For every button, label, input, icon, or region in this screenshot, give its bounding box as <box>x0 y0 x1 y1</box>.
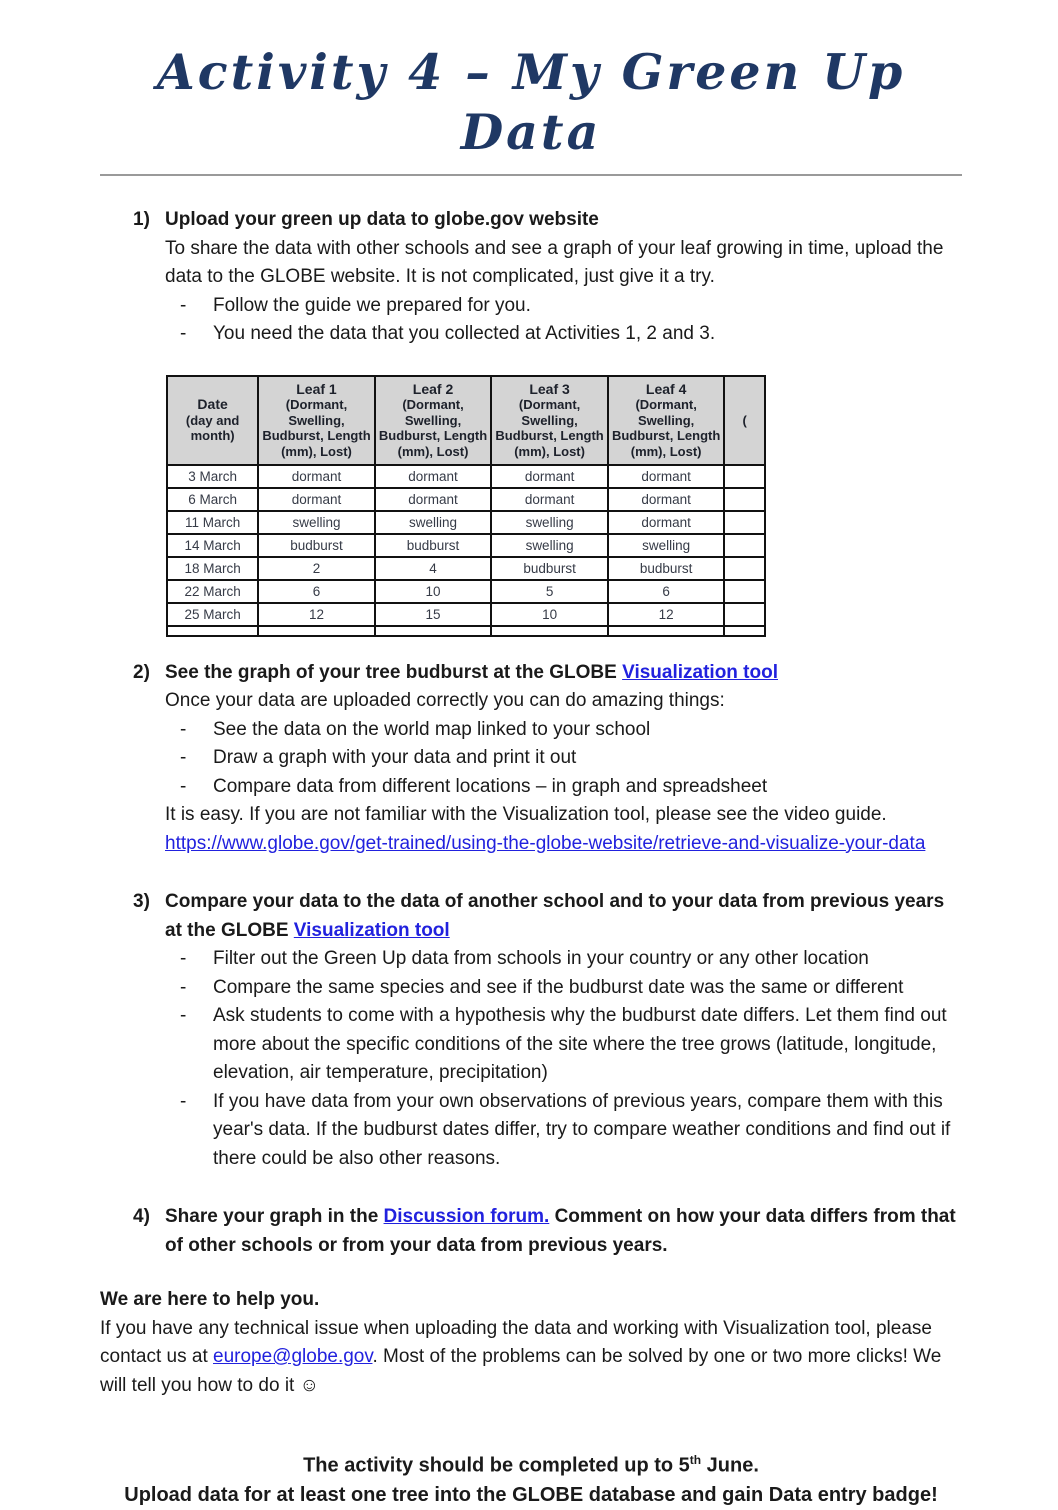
table-cell: budburst <box>375 534 492 557</box>
table-cell: dormant <box>258 465 375 488</box>
section-2-after: It is easy. If you are not familiar with the Visualization tool, please see the video guide. <box>165 804 887 825</box>
table-cell-partial <box>724 488 765 511</box>
table-cell: swelling <box>258 511 375 534</box>
table-row <box>167 557 765 580</box>
help-heading: We are here to help you. <box>100 1289 320 1310</box>
column-header-date: Date (day and month) <box>167 376 258 466</box>
table-cell: dormant <box>608 465 725 488</box>
table-cell: dormant <box>258 488 375 511</box>
bullet-dash: - <box>180 976 187 998</box>
bullet-dash: - <box>180 1005 187 1026</box>
section-1-heading: Upload your green up data to globe.gov website <box>165 209 599 230</box>
section-3 <box>100 888 962 1173</box>
table-cell: 10 <box>375 580 492 603</box>
table-cell: dormant <box>608 511 725 534</box>
table-cell: 6 <box>258 580 375 603</box>
list-item <box>180 744 962 773</box>
section-3-heading: Compare your data to the data of another school and to your data from previous years at the GLOBE Visualization tool <box>165 891 945 941</box>
table-cell-partial <box>724 580 765 603</box>
table-cell: dormant <box>491 488 608 511</box>
section-2-number: 2) <box>133 661 150 683</box>
table-cell: budburst <box>258 534 375 557</box>
table-cell: 12 <box>258 603 375 626</box>
email-link[interactable]: europe@globe.gov <box>213 1346 373 1367</box>
table-row <box>167 465 765 488</box>
footer-note <box>100 1446 962 1510</box>
list-item <box>180 320 962 349</box>
table-cell: 18 March <box>167 557 258 580</box>
table-cell: 11 March <box>167 511 258 534</box>
greenup-data-table-clip <box>166 375 747 629</box>
table-cell: swelling <box>375 511 492 534</box>
table-cell: dormant <box>491 465 608 488</box>
table-cell <box>491 626 608 636</box>
ordinal-superscript: th <box>689 1453 702 1467</box>
list-item-text: Filter out the Green Up data from schools in your country or any other location <box>213 948 869 969</box>
column-header-leaf3: Leaf 3 (Dormant, Swelling, Budburst, Length (mm), Lost) <box>491 376 608 466</box>
list-item <box>180 1088 962 1174</box>
column-header-leaf1: Leaf 1 (Dormant, Swelling, Budburst, Length (mm), Lost) <box>258 376 375 466</box>
list-item-text: Compare data from different locations – in graph and spreadsheet <box>213 775 768 797</box>
table-cell: 22 March <box>167 580 258 603</box>
list-item <box>180 1002 962 1088</box>
table-cell: 12 <box>608 603 725 626</box>
table-cell: budburst <box>608 557 725 580</box>
table-header <box>167 376 765 466</box>
visualization-tool-link[interactable]: Visualization tool <box>293 919 450 941</box>
section-1-number: 1) <box>133 209 150 230</box>
page-title: Activity 4 – My Green Up Data <box>156 43 906 161</box>
table-cell: dormant <box>608 488 725 511</box>
bullet-dash: - <box>180 948 187 969</box>
list-item-text: Follow the guide we prepared for you. <box>213 294 531 316</box>
section-4-number: 4) <box>133 1206 150 1227</box>
table-cell: dormant <box>375 465 492 488</box>
table-cell: 15 <box>375 603 492 626</box>
table-cell: swelling <box>491 511 608 534</box>
table-cell <box>375 626 492 636</box>
table-row <box>167 603 765 626</box>
table-row <box>167 580 765 603</box>
table-cell: 6 <box>608 580 725 603</box>
discussion-forum-link[interactable]: Discussion forum. <box>383 1206 550 1227</box>
section-4-heading: Share your graph in the Discussion forum. Comment on how your data differs from that of other schools or from your data from previous years. <box>165 1206 956 1256</box>
table-cell: 2 <box>258 557 375 580</box>
list-item <box>180 716 962 745</box>
table-row-partial <box>167 626 765 636</box>
table-cell: dormant <box>375 488 492 511</box>
help-block <box>100 1286 962 1400</box>
table-cell: swelling <box>491 534 608 557</box>
greenup-data-table <box>166 375 766 638</box>
column-header-partial: ( <box>724 376 765 466</box>
table-body <box>167 465 765 636</box>
list-item <box>180 773 962 802</box>
bullet-dash: - <box>180 1090 187 1112</box>
table-row <box>167 488 765 511</box>
section-1 <box>100 206 962 349</box>
table-row <box>167 534 765 557</box>
table-row <box>167 511 765 534</box>
title-divider <box>100 174 962 176</box>
help-body: If you have any technical issue when uploading the data and working with Visualization tool, please contact us at europe@globe.gov. Most of the problems can be solved by one or two more clicks! We will tell you how to do it ☺ <box>100 1317 942 1396</box>
list-item-text: If you have data from your own observations of previous years, compare them with this year's data. If the budburst dates differ, try to compare weather conditions and find out if there could be also other reasons. <box>213 1090 951 1169</box>
section-2-body: Once your data are uploaded correctly you can do amazing things: <box>165 690 725 711</box>
section-3-number: 3) <box>133 891 150 912</box>
list-item-text: See the data on the world map linked to your school <box>213 718 651 740</box>
footer-line-2: Upload data for at least one tree into the GLOBE database and gain Data entry badge! <box>124 1483 938 1506</box>
visualization-tool-link[interactable]: Visualization tool <box>622 661 778 683</box>
list-item <box>180 292 962 321</box>
table-cell <box>608 626 725 636</box>
table-cell: budburst <box>491 557 608 580</box>
table-cell: 10 <box>491 603 608 626</box>
bullet-dash: - <box>180 718 187 740</box>
footer-line-1: The activity should be completed up to 5th June. <box>303 1453 759 1477</box>
section-1-body: To share the data with other schools and see a graph of your leaf growing in time, upload the data to the GLOBE website. It is not complicated, just give it a try. <box>165 237 944 287</box>
table-cell-partial <box>724 465 765 488</box>
table-cell: 6 March <box>167 488 258 511</box>
column-header-leaf4: Leaf 4 (Dormant, Swelling, Budburst, Length (mm), Lost) <box>608 376 725 466</box>
list-item-text: Draw a graph with your data and print it out <box>213 747 577 768</box>
table-cell: 25 March <box>167 603 258 626</box>
table-cell: 14 March <box>167 534 258 557</box>
section-2-url-wrap <box>165 830 962 859</box>
list-item-text: Compare the same species and see if the budburst date was the same or different <box>213 976 904 998</box>
column-header-leaf2: Leaf 2 (Dormant, Swelling, Budburst, Length (mm), Lost) <box>375 376 492 466</box>
section-2-heading: See the graph of your tree budburst at the GLOBE Visualization tool <box>165 661 778 683</box>
table-cell <box>724 626 765 636</box>
list-item-text: Ask students to come with a hypothesis why the budburst date differs. Let them find out more about the specific conditions of the site where the tree grows (latitude, longitude, elevation, air temperature, precipitation) <box>213 1005 947 1083</box>
list-item <box>180 974 962 1003</box>
list-item <box>180 945 962 974</box>
table-cell: 5 <box>491 580 608 603</box>
bullet-dash: - <box>180 323 187 344</box>
table-cell-partial <box>724 603 765 626</box>
table-cell: 3 March <box>167 465 258 488</box>
list-item-text: You need the data that you collected at Activities 1, 2 and 3. <box>213 323 716 344</box>
bullet-dash: - <box>180 775 187 797</box>
table-cell: 4 <box>375 557 492 580</box>
section-4 <box>100 1203 962 1260</box>
table-cell: swelling <box>608 534 725 557</box>
table-cell-partial <box>724 511 765 534</box>
video-guide-url-link[interactable]: https://www.globe.gov/get-trained/using-the-globe-website/retrieve-and-visualize-your-data <box>165 832 926 854</box>
table-cell-partial <box>724 557 765 580</box>
table-cell <box>167 626 258 636</box>
table-cell-partial <box>724 534 765 557</box>
section-2 <box>100 659 962 859</box>
bullet-dash: - <box>180 294 187 316</box>
table-cell <box>258 626 375 636</box>
bullet-dash: - <box>180 747 187 768</box>
